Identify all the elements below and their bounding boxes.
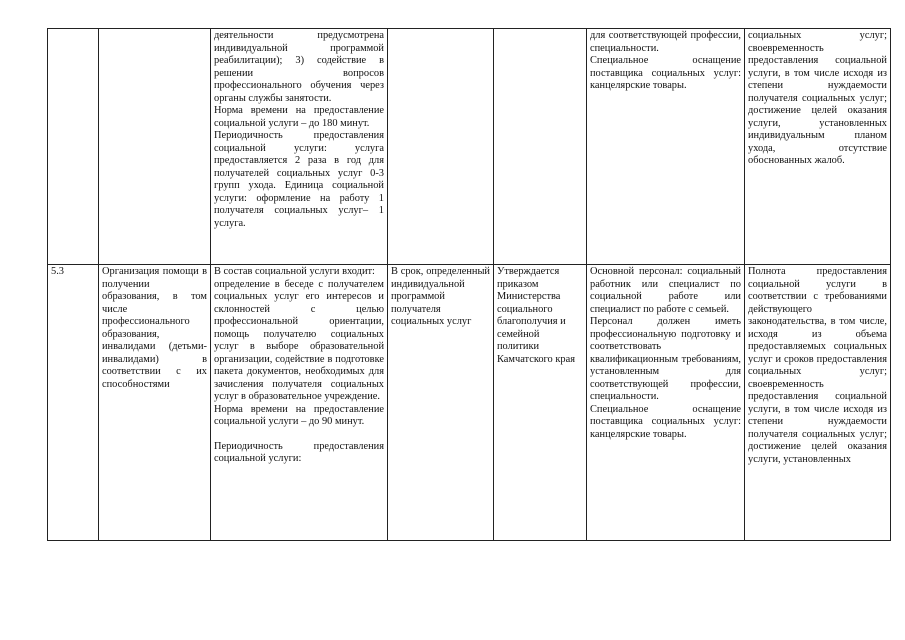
cell-term [388, 265, 494, 541]
cell-service-content [211, 29, 388, 265]
cell-staff [587, 265, 745, 541]
content-paragraph: определение в беседе с получателем социальных услуг его интересов и склонностей с целью профессиональной ориентации, помощь получателю социальных услуг в выборе образовательной организации, содействие в подготовке пакета документов, необходимых для зачисления получателя социальных услуг в образовательное учреждение. [214, 278, 384, 402]
content-paragraph: Норма времени на предоставление социальной услуги – до 90 минут. [214, 403, 384, 427]
cell-service-content [211, 265, 388, 541]
table-row [48, 265, 891, 541]
content-paragraph: Периодичность предоставления социальной услуги: [214, 440, 384, 464]
blank-line [214, 429, 384, 441]
quality-paragraph: социальных услуг; своевременность предоставления социальной услуги, в том числе исходя из степени нуждаемости получателя социальных услуг; достижение целей оказания услуги, установленных индивидуальным планом ухода, отсутствие обоснованных жалоб. [748, 30, 887, 166]
cell-term [388, 29, 494, 265]
cell-approval [494, 265, 587, 541]
term-text: В срок, определенный индивидуальной программой получателя социальных услуг [391, 266, 490, 327]
quality-paragraph: Полнота предоставления социальной услуги в соответствии с требованиями действующего законодательства, в том числе, исходя из объема предоставляемых социальных услуг и сроков предоставления социальных услуг; своевременность предоставления социальной услуги, в том числе исходя из степени нуждаемости получателя социальных услуг; достижение целей оказания услуги, установленных [748, 266, 887, 465]
cell-staff [587, 29, 745, 265]
cell-quality [745, 265, 891, 541]
staff-paragraph: Специальное оснащение поставщика социальных услуг: канцелярские товары. [590, 55, 741, 91]
staff-paragraph: Специальное оснащение поставщика социальных услуг: канцелярские товары. [590, 403, 741, 440]
content-paragraph: деятельности предусмотрена индивидуальной программой реабилитации); 3) содействие в решении вопросов профессионального обучения через органы службы занятости. [214, 30, 384, 104]
table-row [48, 29, 891, 265]
cell-quality [745, 29, 891, 265]
approval-text: Утверждается приказом Министерства социального благополучия и семейной политики Камчатского края [497, 266, 575, 365]
content-paragraph: В состав социальной услуги входит: [214, 266, 375, 277]
cell-number: 5.3 [48, 265, 99, 541]
content-paragraph: Норма времени на предоставление социальной услуги – до 180 минут. [214, 105, 384, 129]
cell-service-name [99, 29, 211, 265]
cell-service-name: Организация помощи в получении образования, в том числе профессионального образования, инвалидами (детьми-инвалидами) в соответствии с их способностями [99, 265, 211, 541]
cell-number [48, 29, 99, 265]
services-table [47, 28, 891, 541]
staff-paragraph: для соответствующей профессии, специальности. [590, 30, 741, 54]
content-paragraph: Периодичность предоставления социальной услуги: услуга предоставляется 2 раза в год для получателей социальных услуг 0-3 групп ухода. Единица социальной услуги: оформление на работу 1 получателя социальных услуг– 1 услуга. [214, 130, 384, 229]
cell-approval [494, 29, 587, 265]
staff-paragraph: Основной персонал: социальный работник или специалист по социальной работе или специалист по работе с семьей. [590, 266, 741, 315]
staff-paragraph: Персонал должен иметь профессиональную подготовку и соответствовать квалификационным требованиям, установленным для соответствующей профессии, специальности. [590, 316, 741, 402]
